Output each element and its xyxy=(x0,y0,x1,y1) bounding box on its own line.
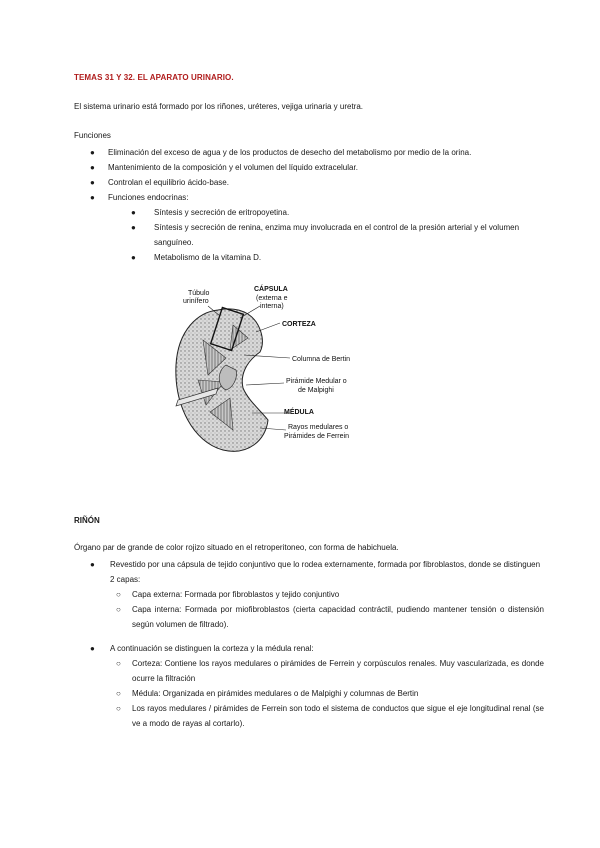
label-rayos-2: Pirámides de Ferrein xyxy=(284,433,349,440)
organo-paragraph: Órgano par de grande de color rojizo situado en el retroperitoneo, con forma de habichuela. xyxy=(74,543,399,552)
rinon-heading: RIÑÓN xyxy=(74,516,100,525)
label-medula: MÉDULA xyxy=(284,409,314,416)
list-item: ● Síntesis y secreción de renina, enzima muy involucrada en el control de la presión arterial y el volumen sanguíneo. xyxy=(131,223,520,247)
list-item: ○ Capa externa: Formada por fibroblastos y tejido conjuntivo xyxy=(116,590,340,599)
list-item: ○ Los rayos medulares / pirámides de Ferrein son todo el sistema de conductos que sigue el eje longitudinal renal (se ve a modo de rayas al cortarlo). xyxy=(116,704,544,728)
kidney-diagram xyxy=(148,270,378,465)
list-item: ● Eliminación del exceso de agua y de los productos de desecho del metabolismo por medio de la orina. xyxy=(90,148,472,157)
funciones-heading: Funciones xyxy=(74,131,111,140)
label-piramide-2: de Malpighi xyxy=(298,387,334,394)
list-item: ● Síntesis y secreción de eritropoyetina. xyxy=(131,208,290,217)
label-bertin: Columna de Bertin xyxy=(292,356,350,363)
label-tubulo-2: urinífero xyxy=(183,298,209,305)
list-item: ● Funciones endocrinas: ● Síntesis y secreción de eritropoyetina. ● Síntesis y secreción de renina, enzima muy involucrada en el control de la presión arterial y el volumen sanguíneo. ● Metabolismo de la vitamina D. xyxy=(74,190,544,265)
label-piramide-1: Pirámide Medular o xyxy=(286,378,347,385)
rinon-list-capsula xyxy=(74,557,544,632)
list-item: ● Mantenimiento de la composición y el volumen del líquido extracelular. xyxy=(90,163,358,172)
label-capsula-2: (externa e xyxy=(256,295,288,302)
list-item: ● Metabolismo de la vitamina D. xyxy=(131,253,262,262)
capas-sublist xyxy=(110,587,544,632)
list-item: ● Revestido por una cápsula de tejido conjuntivo que lo rodea externamente, formada por fibroblastos, donde se distinguen 2 capas: ○ Capa externa: Formada por fibroblastos y tejido conjuntivo ○ Capa interna: Formada por miofibroblastos (cierta capacidad contráctil, pudiendo mantener tensión o distensión según volumen de filtrado). xyxy=(74,557,544,632)
rinon-list-partes xyxy=(74,641,544,731)
list-item: ● A continuación se distinguen la corteza y la médula renal: ○ Corteza: Contiene los rayos medulares o pirámides de Ferrein y corpúsculos renales. Muy vascularizada, es donde ocurre la filtración ○ Médula: Organizada en pirámides medulares o de Malpighi y columnas de Bertin ○ Los rayos medulares / pirámides de Ferrein son todo el sistema de conductos que sigue el eje longitudinal renal (se ve a modo de rayas al cortarlo). xyxy=(74,641,544,731)
endocrine-sublist xyxy=(108,205,544,265)
label-corteza: CORTEZA xyxy=(282,321,316,328)
label-tubulo-1: Túbulo xyxy=(188,290,210,297)
partes-sublist xyxy=(110,656,544,731)
list-item: ○ Corteza: Contiene los rayos medulares o pirámides de Ferrein y corpúsculos renales. Muy vascularizada, es donde ocurre la filtración xyxy=(116,659,544,683)
label-capsula-3: interna) xyxy=(260,303,284,310)
document-title: TEMAS 31 Y 32. EL APARATO URINARIO. xyxy=(74,73,234,82)
list-item: ● Controlan el equilibrio ácido-base. xyxy=(90,178,229,187)
intro-paragraph: El sistema urinario está formado por los riñones, uréteres, vejiga urinaria y uretra. xyxy=(74,102,364,111)
label-rayos-1: Rayos medulares o xyxy=(288,424,349,431)
list-item: ○ Médula: Organizada en pirámides medulares o de Malpighi y columnas de Bertin xyxy=(116,689,419,698)
list-item: ○ Capa interna: Formada por miofibroblastos (cierta capacidad contráctil, pudiendo mantener tensión o distensión según volumen de filtrado). xyxy=(116,605,544,629)
funciones-list xyxy=(74,145,544,265)
label-capsula-1: CÁPSULA xyxy=(254,286,288,293)
